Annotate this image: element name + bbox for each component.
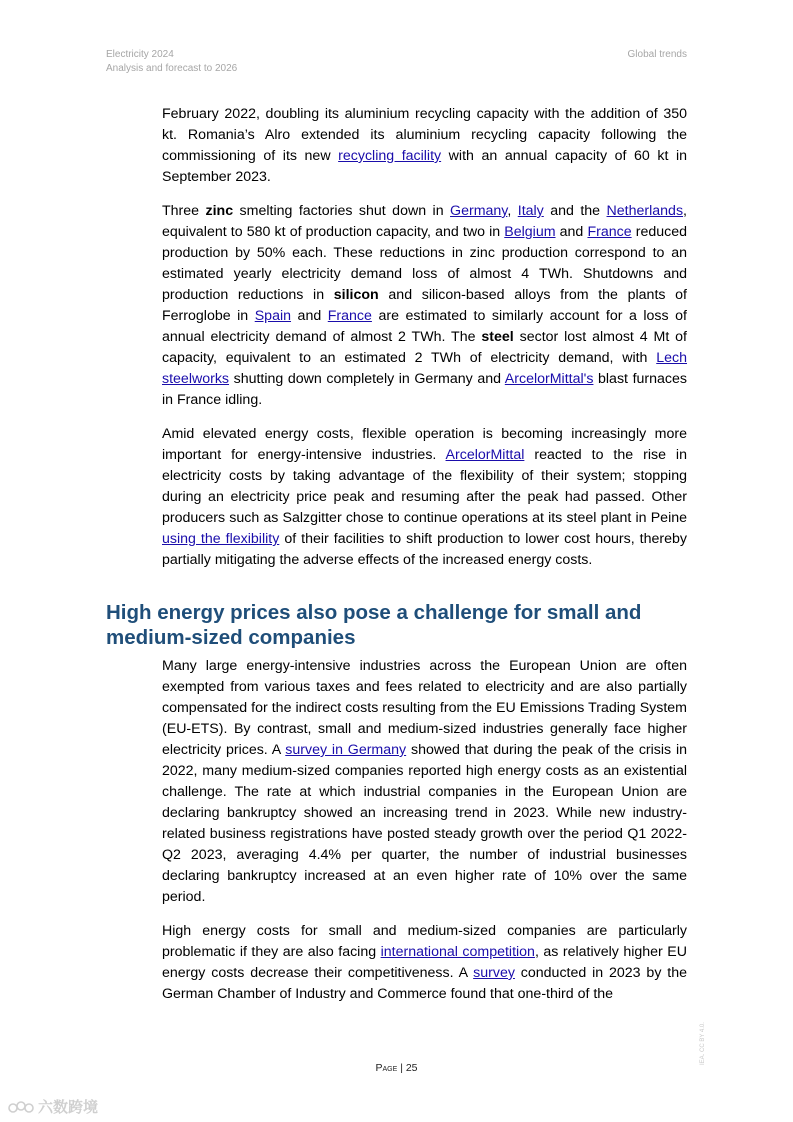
paragraph-flexible-operation: Amid elevated energy costs, flexible operation is becoming increasingly more important for energy-intensive industries. ArcelorMittal reacted to the rise in electricity costs by taking advantage of the flexibility of their system; stopping during an electricity price peak and resuming after the peak had passed. Other producers such as Salzgitter chose to continue operations at its steel plant in Peine using the flexibility of their facilities to shift production to lower cost hours, thereby partially mitigating the adverse effects of the increased energy costs. xyxy=(162,426,687,568)
link-belgium[interactable]: Belgium xyxy=(504,224,556,240)
link-france-ferroglobe[interactable]: France xyxy=(327,308,372,324)
paragraph-sme-taxes: Many large energy-intensive industries across the European Union are often exempted from various taxes and fees related to electricity and are also partially compensated for the indirect costs resulting from the EU Emissions Trading System (EU-ETS). By contrast, small and medium-sized industries generally face higher electricity prices. A survey in Germany showed that during the peak of the crisis in 2022, many medium-sized companies reported high energy costs as an existential challenge. The rate at which industrial companies in the European Union are declaring bankruptcy showed an increasing trend in 2023. While new industry-related business registrations have posted steady growth over the period Q1 2022-Q2 2023, averaging 4.4% per quarter, the number of industrial businesses declaring bankruptcy increased at an even higher rate of 10% over the same period. xyxy=(162,658,687,905)
page-number: 25 xyxy=(405,1062,418,1074)
link-survey-in-germany[interactable]: survey in Germany xyxy=(285,742,407,758)
link-arcelormittal-furnaces[interactable]: ArcelorMittal's xyxy=(504,371,594,387)
bold-silicon: silicon xyxy=(333,287,379,303)
section-heading: High energy prices also pose a challenge for small and medium-sized companies xyxy=(106,601,642,649)
link-recycling-facility[interactable]: recycling facility xyxy=(338,148,442,164)
watermark-logo-icon xyxy=(8,1100,34,1114)
report-title: Electricity 2024 xyxy=(106,49,174,60)
link-netherlands[interactable]: Netherlands xyxy=(606,203,684,219)
body-text-bottom xyxy=(162,656,687,1018)
bold-steel: steel xyxy=(481,329,514,345)
link-spain[interactable]: Spain xyxy=(254,308,292,324)
link-lech-steelworks[interactable]: Lech steelworks xyxy=(162,350,687,387)
paragraph-aluminium: February 2022, doubling its aluminium recycling capacity with the addition of 350 kt. Romania’s Alro extended its aluminium recycling capacity following the commissioning of its new recycling facility with an annual capacity of 60 kt in September 2023. xyxy=(162,106,687,185)
link-italy[interactable]: Italy xyxy=(517,203,544,219)
report-header-left xyxy=(106,48,237,75)
watermark-text: 六数跨境 xyxy=(38,1099,99,1116)
page-separator: | xyxy=(400,1062,403,1074)
link-arcelormittal[interactable]: ArcelorMittal xyxy=(445,447,525,463)
section-header: Global trends xyxy=(627,49,687,60)
report-subtitle: Analysis and forecast to 2026 xyxy=(106,62,238,74)
page-label: Page xyxy=(375,1062,398,1074)
license-note: IEA. CC BY 4.0. xyxy=(700,1022,706,1065)
body-text-top xyxy=(162,104,687,584)
watermark xyxy=(8,1096,98,1117)
link-germany[interactable]: Germany xyxy=(450,203,508,219)
bold-zinc: zinc xyxy=(205,203,234,219)
paragraph-competition: High energy costs for small and medium-sized companies are particularly problematic if they are also facing international competition, as relatively higher EU energy costs decrease their competitiveness. A survey conducted in 2023 by the German Chamber of Industry and Commerce found that one-third of the xyxy=(162,923,687,1002)
link-using-the-flexibility[interactable]: using the flexibility xyxy=(162,531,280,547)
page-footer xyxy=(0,1062,793,1074)
link-france[interactable]: France xyxy=(587,224,632,240)
link-international-competition[interactable]: international competition xyxy=(380,944,535,960)
paragraph-zinc-silicon-steel: Three zinc smelting factories shut down in Germany, Italy and the Netherlands, equivalent to 580 kt of production capacity, and two in Belgium and France reduced production by 50% each. These reductions in zinc production correspond to an estimated yearly electricity demand loss of almost 4 TWh. Shutdowns and production reductions in silicon and silicon-based alloys from the plants of Ferroglobe in Spain and France are estimated to similarly account for a loss of annual electricity demand of almost 2 TWh. The steel sector lost almost 4 Mt of capacity, equivalent to an estimated 2 TWh of electricity demand, with Lech steelworks shutting down completely in Germany and ArcelorMittal's blast furnaces in France idling. xyxy=(162,203,688,408)
link-survey[interactable]: survey xyxy=(473,965,515,981)
